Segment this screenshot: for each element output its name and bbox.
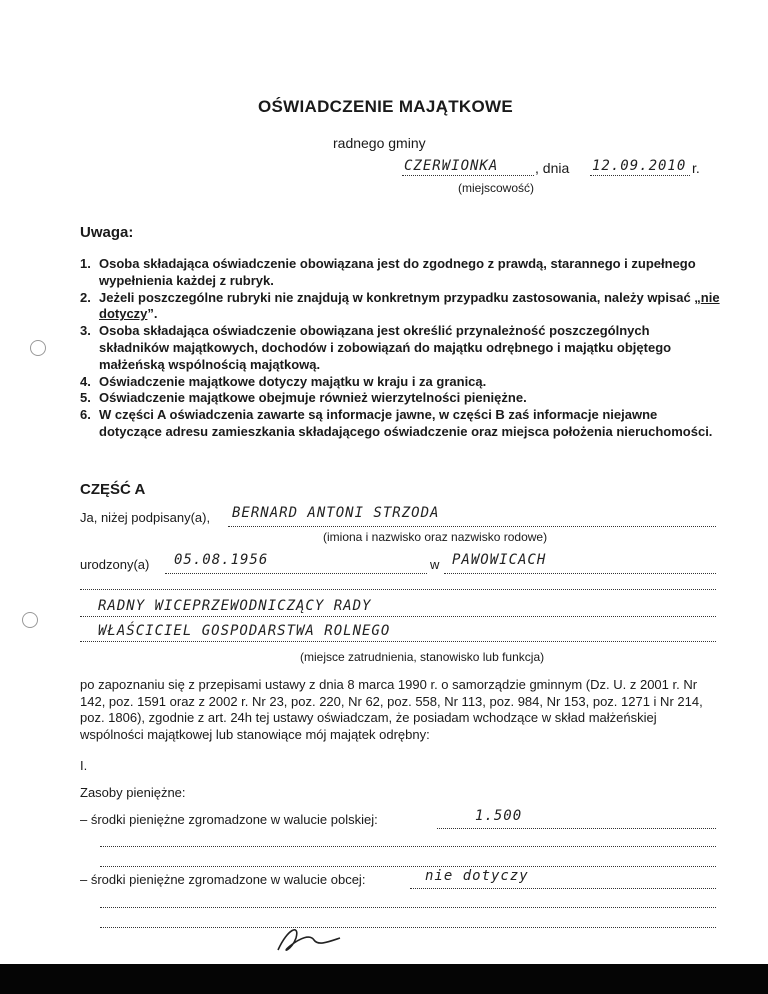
notice-item: 3. Osoba składająca oświadczenie obowiązana jest określić przynależność poszczególnych składników majątkowych, dochodów i zobowiązań do majątku odrębnego i majątku objętego małżeńską wspólnością majątkową.: [80, 323, 672, 372]
part-a-heading: CZĘŚĆ A: [80, 481, 146, 498]
notice-item: 1. Osoba składająca oświadczenie obowiązana jest do zgodnego z prawdą, starannego i zupełnego wypełnienia każdej z rubryk.: [80, 256, 696, 288]
employment-line-blank: [80, 575, 716, 590]
statement-paragraph: po zapoznaniu się z przepisami ustawy z dnia 8 marca 1990 r. o samorządzie gminnym (Dz. U. z 2001 r. Nr 142, poz. 1591 oraz z 2002 r. Nr 23, poz. 220, Nr 62, poz. 558, Nr 113, poz. 984, Nr 153, poz. 1271 i Nr 214, poz. 1806), zgodnie z art. 24h tej ustawy oświadczam, że posiadam wchodzące w skład małżeńskiej wspólności majątkowej lub stanowiące mój majątek odrębny:: [80, 677, 703, 742]
notice-item: 6. W części A oświadczenia zawarte są informacje jawne, w części B zaś informacje niejawne dotyczące adresu zamieszkania składającego oświadczenie oraz miejsca położenia nieruchomości.: [80, 407, 713, 439]
notice-heading: Uwaga:: [80, 224, 134, 241]
scan-bottom-edge: [0, 964, 768, 994]
punch-hole-bottom: [22, 612, 38, 628]
signer-label: Ja, niżej podpisany(a),: [80, 510, 211, 525]
pln-label: – środki pieniężne zgromadzone w walucie polskiej:: [80, 812, 378, 827]
foreign-value: nie dotyczy: [425, 868, 529, 884]
punch-hole-top: [30, 340, 46, 356]
foreign-line-3: [100, 913, 716, 928]
pln-value: 1.500: [475, 808, 523, 824]
document-title: OŚWIADCZENIE MAJĄTKOWE: [258, 97, 513, 116]
notice-item: 4. Oświadczenie majątkowe dotyczy majątku w kraju i za granicą.: [80, 373, 487, 389]
born-date-value: 05.08.1956: [174, 552, 269, 568]
notice-emphasis: nie dotyczy: [99, 289, 720, 322]
foreign-label: – środki pieniężne zgromadzone w walucie obcej:: [80, 872, 366, 887]
notice-list: [80, 256, 720, 441]
signature: [270, 920, 350, 960]
section-1-roman: I.: [80, 758, 88, 773]
notice-item: 2. Jeżeli poszczególne rubryki nie znajdują w konkretnym przypadku zastosowania, należy wpisać „nie dotyczy”.: [80, 289, 720, 322]
signer-caption: (imiona i nazwisko oraz nazwisko rodowe): [323, 530, 548, 544]
pln-line-3: [100, 852, 716, 867]
born-label: urodzony(a): [80, 557, 150, 572]
pln-line-2: [100, 832, 716, 847]
date-label: , dnia: [535, 160, 570, 176]
date-value: 12.09.2010: [592, 158, 687, 174]
foreign-line-2: [100, 893, 716, 908]
place-caption: (miejscowość): [458, 181, 535, 195]
date-suffix: r.: [692, 160, 700, 176]
employment-line-2: WŁAŚCICIEL GOSPODARSTWA ROLNEGO: [98, 623, 391, 639]
document-subtitle: radnego gminy: [333, 135, 426, 151]
section-1-heading: Zasoby pieniężne:: [80, 785, 186, 800]
notice-item: 5. Oświadczenie majątkowe obejmuje również wierzytelności pieniężne.: [80, 390, 527, 406]
place-value: CZERWIONKA: [404, 158, 499, 174]
signer-value: BERNARD ANTONI STRZODA: [232, 505, 440, 521]
born-in-label: w: [430, 557, 440, 572]
employment-caption: (miejsce zatrudnienia, stanowisko lub funkcja): [300, 650, 545, 664]
employment-line-1: RADNY WICEPRZEWODNICZĄCY RADY: [98, 598, 372, 614]
born-place-value: PAWOWICACH: [452, 552, 547, 568]
